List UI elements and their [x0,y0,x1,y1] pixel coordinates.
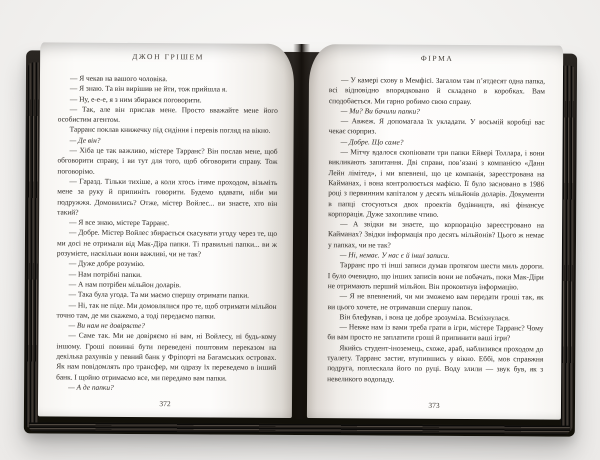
paragraph: — Добре. Містер Войлес збирається скасувати угоду через те, що ми досі не отримали від Мак-Діра папки. Ті правильні папки... ви ж розумієте, наскільки вони важливі, чи не так? [56,228,278,259]
page-stack-edge-right [561,66,575,432]
paragraph: — А де папки? [68,382,114,392]
page-number-right: 373 [428,400,440,410]
paragraph: Він блефував, і вона це добре зрозуміла. Всміхнулася. [339,312,510,323]
paragraph: — А звідки ви знаєте, що корпорацію зареєстровано на Кайманах? Звідки інформація про десять мільйонів? Цього ж немає у папках, чи не так? [327,219,545,250]
left-page [38,42,294,418]
paragraph: Тарранс про ті інші записи думав протягом шести миль дороги. І було очевидно, що інших записів вони не побачать, поки Мак-Діри не отримають перший мільйон. Він проковтнув інформацію. [327,260,544,292]
paragraph: — Ми? Ви бачили папки? [340,106,420,116]
paragraph: — Я не впевнений, чи ми зможемо вам передати гроші так, як ви цього хочете, не отримавши спершу папок. [327,291,544,312]
paragraph: — Гаразд. Тільки тихіше, а коли хтось ітиме проходом, візьміть мене за руку й припиніть говорити. Будемо вдавати, ніби ми подружжя. Домовились? Отже, містер Войлес... ви знаєте, хто він такий? [57,176,278,217]
paragraph: — Авжеж. Я допомагала їх укладати. У восьмій коробці вас чекає сюрприз. [328,116,545,136]
paragraph: Якийсь студент-іноземець, схоже, араб, наблизився проходом до туалету. Тарранс застиг, втупившись у вікно. Еббі, мов справжня подруга, поплескала його по руці. Воду злили — звук був, як з невеликого водопаду. [327,342,544,384]
running-header-title: ФІРМА [420,53,454,63]
right-page-text [327,75,545,385]
paragraph: — Така була угода. Та ми маємо спершу отримати папки. [68,289,250,300]
paragraph: — Ну, е-е-е, я з ним збирався поговорити. [69,94,202,104]
paragraph: — Ні, немає. У нас є й інші записи. [339,250,450,260]
paragraph: — Ви нам не довіряєте? [68,320,145,331]
paragraph: — Ні, так не піде. Ми домовлялися про те, щоб отримати мільйон точно там, де ми скажемо, а тоді передаємо папки. [56,300,277,321]
paragraph: — Дуже добре розумію. [68,258,145,269]
page-stack-edge-bottom [29,422,570,434]
right-page [307,44,563,420]
paragraph: — Невже нам із вами треба грати в ігри, містере Тарранс? Чому би вам просто не заплатити гроші й припинити ваші ігри? [327,322,544,343]
paragraph: — Я все знаю, містере Тарранс. [69,217,170,228]
paragraph: — Де він? [69,135,101,145]
paragraph: — Хіба це так важливо, містере Тарранс? Він послав мене, щоб обговорити справу, і ви тут для того, щоб обговорити справу. Тож поговорімо. [57,145,278,176]
paragraph: — Я знаю. Та він вирішив не йти, тож прийшла я. [69,83,228,94]
page-number-left: 372 [159,399,171,409]
paragraph: — Нам потрібні папки. [68,269,142,279]
left-page-text [56,74,278,395]
paragraph: Тарранс поклав книжечку під сидіння і перевів погляд на вікно. [69,125,271,136]
paragraph: — Так, але він прислав мене. Просто вважайте мене його особистим агентом. [57,104,278,125]
paragraph: — А нам потрібен мільйон доларів. [68,279,181,290]
paragraph: — Я чекав на вашого чоловіка. [69,73,168,84]
paragraph: — Мітчу вдалося скопіювати три папки Ейвері Толлара, і вони викликають запитання. Дві справи, пов’язані з компанією «Данн Лейн лімітед», і ми впевнені, що це компанія, зареєстрована на Кайманах, і вона контролюється мафією. Її було засновано в 1986 році з первинним капіталом у десять мільйонів доларів. Документи в папці стосуються двох проектів будівництв, які фінансує корпорація. Дуже захопливе чтиво. [328,147,545,219]
paragraph: — У камері схову в Мемфісі. Загалом там п’ятдесят одна папка, всі відповідно впорядковано й складено в коробках. Вам сподобається. Ми гарно робимо свою справу. [328,75,546,106]
open-book [24,42,577,436]
paragraph: — Саме так. Ми не довіряємо ні вам, ні Войлесу, ні будь-кому іншому. Гроші повинні бути переведені поштовим переказом на декілька рахунків у певний банк у Фріпорті на Багамських островах. Як нам повідомлять про трансфер, ми одразу їх переведемо в інший банк. І щойно отримаємо все, ми передамо вам папки. [56,331,277,383]
paragraph: — Добре. Що саме? [340,137,404,147]
running-header-author: ДЖОН ГРІШЕМ [132,51,205,62]
